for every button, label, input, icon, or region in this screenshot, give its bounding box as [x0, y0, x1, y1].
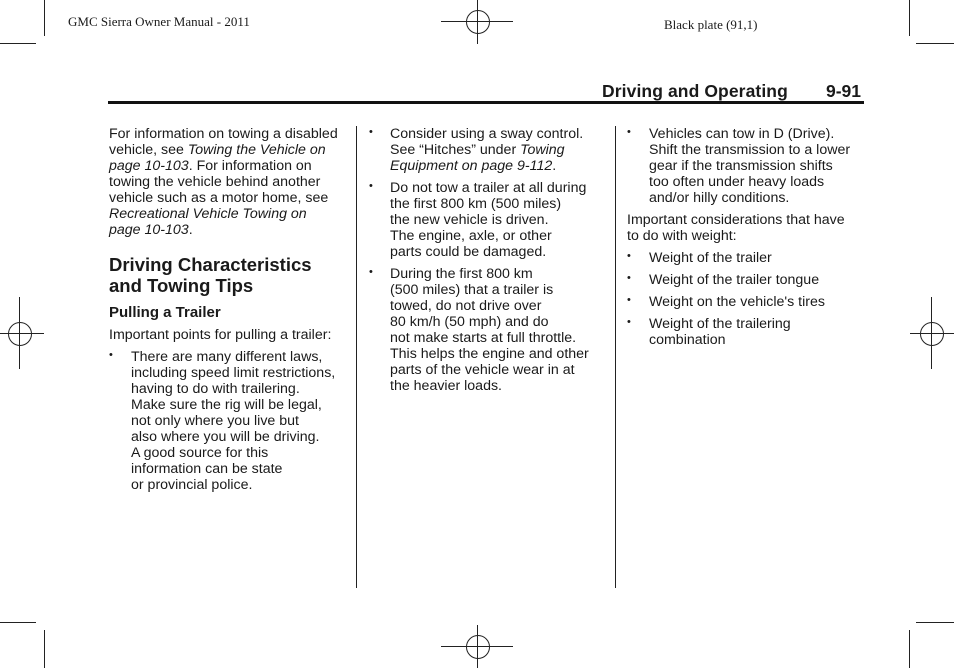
text-span: the heavier loads.	[390, 378, 502, 394]
section-title: Driving and Operating	[602, 81, 788, 101]
text-line	[649, 250, 867, 266]
weight-lead-paragraph	[627, 212, 867, 244]
text-span: .	[188, 222, 193, 238]
bullet-list	[627, 126, 867, 206]
text-line	[649, 142, 867, 158]
plate-label: Black plate (91,1)	[664, 17, 758, 32]
text-line	[390, 362, 605, 378]
text-span: too often under heavy loads	[649, 174, 825, 190]
text-span: .	[552, 158, 557, 174]
bullet-icon: •	[369, 266, 373, 278]
bullet-icon: •	[627, 126, 631, 138]
bullet-list	[627, 250, 867, 348]
text-line	[390, 330, 605, 346]
text-line	[109, 174, 351, 190]
section-heading	[109, 254, 351, 296]
text-line	[131, 349, 351, 365]
text-span: Weight of the trailering	[649, 316, 791, 332]
bullet-list	[369, 126, 605, 394]
text-line	[649, 174, 867, 190]
manual-label: GMC Sierra Owner Manual - 2011	[68, 14, 250, 29]
text-span: parts of the vehicle wear in at	[390, 362, 575, 378]
bullet-icon: •	[627, 250, 631, 262]
column-3	[627, 126, 867, 354]
text-span: vehicle such as a motor home, see	[109, 190, 329, 206]
italic-reference: Recreational Vehicle Towing on	[109, 206, 307, 222]
text-line	[649, 294, 867, 310]
bullet-icon: •	[627, 316, 631, 328]
text-span: See “Hitches” under	[390, 142, 521, 158]
text-span: gear if the transmission shifts	[649, 158, 833, 174]
header-rule	[108, 101, 864, 104]
text-line	[390, 228, 605, 244]
text-line	[390, 378, 605, 394]
text-span: There are many different laws,	[131, 349, 323, 365]
text-line	[109, 142, 351, 158]
text-span: vehicle, see	[109, 142, 188, 158]
text-span: (500 miles) that a trailer is	[390, 282, 554, 298]
text-line	[131, 445, 351, 461]
bullet-item	[369, 180, 605, 260]
text-line	[131, 477, 351, 493]
text-line	[390, 266, 605, 282]
text-line	[131, 397, 351, 413]
text-line	[131, 429, 351, 445]
bullet-item	[627, 126, 867, 206]
text-line	[390, 126, 605, 142]
text-line	[109, 126, 351, 142]
text-line: to do with weight:	[627, 228, 737, 244]
text-span: the first 800 km (500 miles)	[390, 196, 562, 212]
text-span: the new vehicle is driven.	[390, 212, 549, 228]
italic-reference: Towing the Vehicle on	[187, 142, 326, 158]
bullet-icon: •	[369, 180, 373, 192]
text-span: information can be state	[131, 461, 283, 477]
text-span: Weight on the vehicle's tires	[649, 294, 825, 310]
text-line	[390, 142, 605, 158]
column-divider	[356, 126, 357, 588]
bullet-list	[109, 349, 351, 493]
text-span: Do not tow a trailer at all during	[390, 180, 587, 196]
text-line	[390, 158, 605, 174]
text-line	[649, 332, 867, 348]
bullet-item	[627, 316, 867, 348]
subheading: Pulling a Trailer	[109, 304, 221, 321]
text-line	[390, 314, 605, 330]
text-span: and/or hilly conditions.	[649, 190, 790, 206]
text-span: A good source for this	[131, 445, 269, 461]
intro-paragraph	[109, 126, 351, 238]
text-line	[390, 282, 605, 298]
bullet-icon: •	[627, 294, 631, 306]
text-span: Weight of the trailer	[649, 250, 772, 266]
page-number: 9-91	[826, 81, 862, 101]
text-line	[390, 196, 605, 212]
text-span: towing the vehicle behind another	[109, 174, 321, 190]
text-line	[109, 222, 351, 238]
column-divider	[615, 126, 616, 588]
text-line	[131, 413, 351, 429]
heading-line: and Towing Tips	[109, 275, 254, 296]
text-span: Weight of the trailer tongue	[649, 272, 820, 288]
text-span: 80 km/h (50 mph) and do	[390, 314, 549, 330]
text-span: Vehicles can tow in D (Drive).	[649, 126, 835, 142]
italic-reference: Equipment on page 9-112	[390, 158, 553, 174]
text-span: During the first 800 km	[390, 266, 533, 282]
text-line	[390, 346, 605, 362]
text-line	[649, 158, 867, 174]
text-line	[109, 190, 351, 206]
text-span: having to do with trailering.	[131, 381, 300, 397]
text-line	[390, 298, 605, 314]
text-span: . For information on	[188, 158, 312, 174]
text-span: parts could be damaged.	[390, 244, 547, 260]
bullet-icon: •	[369, 126, 373, 138]
text-span: Shift the transmission to a lower	[649, 142, 851, 158]
text-span: This helps the engine and other	[390, 346, 589, 362]
text-span: or provincial police.	[131, 477, 253, 493]
column-2	[369, 126, 605, 400]
text-span: towed, do not drive over	[390, 298, 542, 314]
text-line	[131, 461, 351, 477]
text-span: also where you will be driving.	[131, 429, 320, 445]
text-line	[649, 190, 867, 206]
text-line	[109, 206, 351, 222]
italic-reference: page 10-103	[109, 222, 189, 238]
bullet-item	[109, 349, 351, 493]
italic-reference: page 10-103	[109, 158, 189, 174]
text-span: not make starts at full throttle.	[390, 330, 577, 346]
lead-paragraph: Important points for pulling a trailer:	[109, 327, 332, 343]
text-line	[390, 212, 605, 228]
heading-line: Driving Characteristics	[109, 254, 312, 275]
text-line	[649, 126, 867, 142]
bullet-item	[369, 266, 605, 394]
text-span: The engine, axle, or other	[390, 228, 552, 244]
text-line	[109, 158, 351, 174]
text-line	[131, 381, 351, 397]
bullet-icon: •	[109, 349, 113, 361]
column-1	[109, 126, 351, 499]
text-line: Important considerations that have	[627, 212, 845, 228]
bullet-icon: •	[627, 272, 631, 284]
text-line	[390, 180, 605, 196]
text-span: combination	[649, 332, 726, 348]
text-line	[390, 244, 605, 260]
italic-reference: Towing	[520, 142, 565, 158]
bullet-item	[627, 272, 867, 288]
bullet-item	[369, 126, 605, 174]
text-span: Make sure the rig will be legal,	[131, 397, 322, 413]
text-span: not only where you live but	[131, 413, 299, 429]
bullet-item	[627, 250, 867, 266]
bullet-item	[627, 294, 867, 310]
text-line	[131, 365, 351, 381]
text-line	[649, 272, 867, 288]
text-span: including speed limit restrictions,	[131, 365, 336, 381]
text-span: Consider using a sway control.	[390, 126, 584, 142]
text-line	[649, 316, 867, 332]
text-span: For information on towing a disabled	[109, 126, 338, 142]
